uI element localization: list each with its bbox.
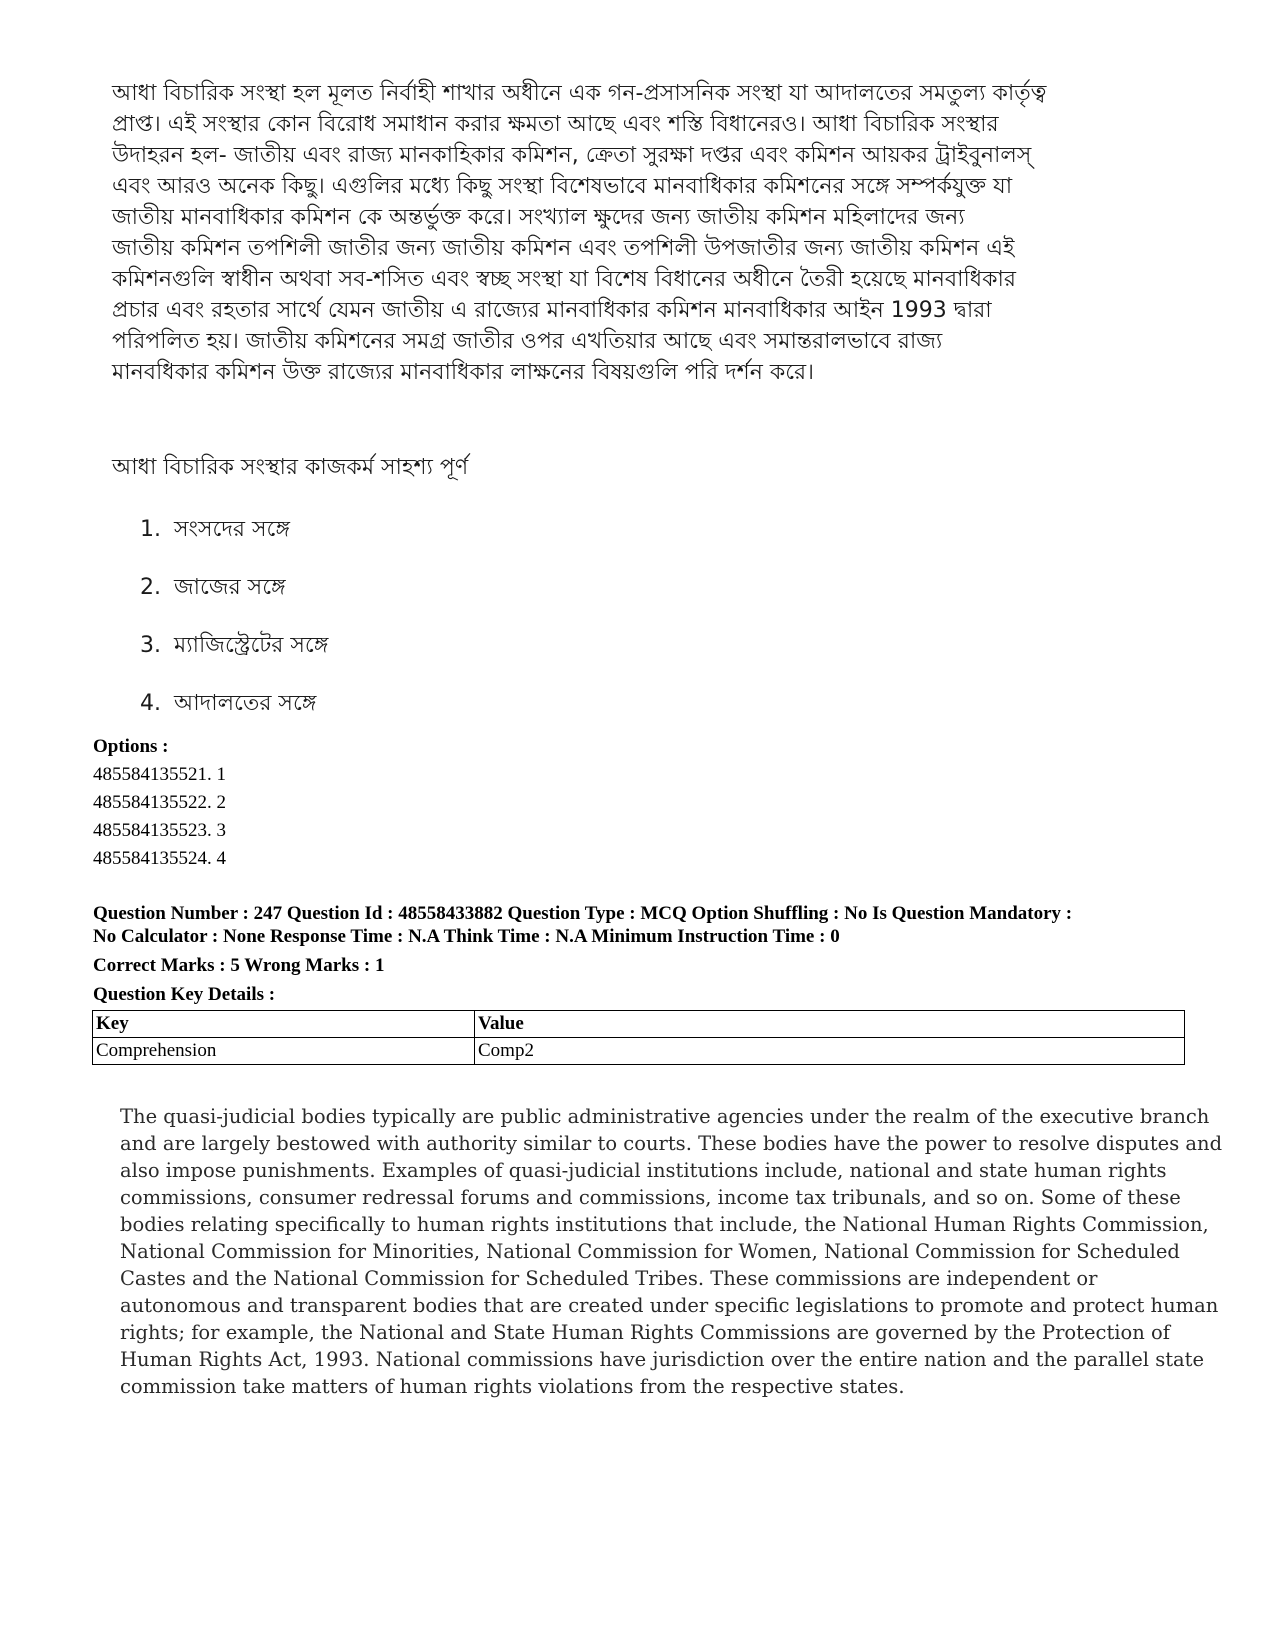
passage-line: এবং আরও অনেক কিছু। এগুলির মধ্যে কিছু সংস্থা বিশেষভাবে মানবাধিকার কমিশনের সঙ্গে সম্পর্কযুক্ত যা	[112, 174, 1013, 199]
choice-text: ম্যাজিস্ট্রেটের সঙ্গে	[174, 633, 329, 658]
passage-line: প্রাপ্ত। এই সংস্থার কোন বিরোধ সমাধান করার ক্ষমতা আছে এবং শস্তি বিধানেরও। আধা বিচারিক সংস্থার	[112, 112, 999, 137]
passage-line: commission take matters of human rights violations from the respective states.	[120, 1375, 905, 1398]
key-details-title: Question Key Details :	[93, 984, 276, 1005]
choice-text: জাজের সঙ্গে	[174, 575, 286, 600]
passage-line: কমিশনগুলি স্বাধীন অথবা সব-শসিত এবং স্বচ্ছ সংস্থা যা বিশেষ বিধানের অধীনে তৈরী হয়েছে মানবাধিকার	[112, 267, 1017, 292]
options-title: Options :	[93, 736, 169, 757]
passage-line: প্রচার এবং রহতার সার্থে যেমন জাতীয় এ রাজ্যের মানবাধিকার কমিশন মানবাধিকার আইন 1993 দ্বারা	[112, 298, 992, 323]
meta-line-2: No Calculator : None Response Time : N.A Think Time : N.A Minimum Instruction Time : 0	[93, 926, 840, 947]
choice-number: 2.	[140, 575, 161, 600]
table-cell: Comprehension	[93, 1038, 475, 1065]
choice-list	[140, 512, 328, 744]
question-text: আধা বিচারিক সংস্থার কাজকর্ম সাহশ্য পূর্ণ	[112, 455, 469, 480]
option-item: 485584135523. 3	[93, 820, 226, 841]
passage-line: পরিপলিত হয়। জাতীয় কমিশনের সমগ্র জাতীর ওপর এখতিয়ার আছে এবং সমান্তরালভাবে রাজ্য	[112, 329, 943, 354]
option-item: 485584135521. 1	[93, 764, 226, 785]
table-row	[93, 1038, 1185, 1065]
marks-line: Correct Marks : 5 Wrong Marks : 1	[93, 955, 385, 976]
choice-number: 1.	[140, 517, 161, 542]
choice-item	[140, 512, 328, 570]
passage-line: জাতীয় মানবাধিকার কমিশন কে অন্তর্ভুক্ত করে। সংখ্যাল ক্ষুদের জন্য জাতীয় কমিশন মহিলাদের জন্য	[112, 205, 965, 230]
passage-line: The quasi-judicial bodies typically are public administrative agencies under the realm of the executive branch	[120, 1105, 1210, 1128]
passage-line: autonomous and transparent bodies that are created under specific legislations to promote and protect human	[120, 1294, 1219, 1317]
passage-line: also impose punishments. Examples of quasi-judicial institutions include, national and state human rights	[120, 1159, 1167, 1182]
meta-line-1: Question Number : 247 Question Id : 48558433882 Question Type : MCQ Option Shuffling : No Is Question Mandatory :	[93, 903, 1073, 924]
passage-line: and are largely bestowed with authority similar to courts. These bodies have the power to resolve disputes and	[120, 1132, 1223, 1155]
options-block	[93, 733, 226, 873]
passage-line: উদাহরন হল- জাতীয় এবং রাজ্য মানকাহিকার কমিশন, ক্রেতা সুরক্ষা দপ্তর এবং কমিশন আয়কর ট্রাইবুনালস্	[112, 143, 1032, 168]
choice-item	[140, 628, 328, 686]
passage-line: আধা বিচারিক সংস্থা হল মূলত নির্বাহী শাখার অধীনে এক গন-প্রসাসনিক সংস্থা যা আদালতের সমতুল্য কার্তৃত্ব	[112, 81, 1047, 106]
passage-line: Castes and the National Commission for Scheduled Tribes. These commissions are independent or	[120, 1267, 1098, 1290]
key-details-table	[92, 1010, 1185, 1065]
question-meta	[93, 902, 1183, 1006]
passage-line: National Commission for Minorities, National Commission for Women, National Commission for Scheduled	[120, 1240, 1180, 1263]
table-header-cell: Key	[93, 1011, 475, 1038]
choice-item	[140, 570, 328, 628]
table-header-row	[93, 1011, 1185, 1038]
choice-number: 4.	[140, 691, 161, 716]
passage-line: জাতীয় কমিশন তপশিলী জাতীর জন্য জাতীয় কমিশন এবং তপশিলী উপজাতীর জন্য জাতীয় কমিশন এই	[112, 236, 1015, 261]
passage-line: Human Rights Act, 1993. National commissions have jurisdiction over the entire nation and the parallel state	[120, 1348, 1205, 1371]
table-cell: Comp2	[475, 1038, 1185, 1065]
passage-line: commissions, consumer redressal forums and commissions, income tax tribunals, and so on. Some of these	[120, 1186, 1181, 1209]
choice-number: 3.	[140, 633, 161, 658]
option-item: 485584135522. 2	[93, 792, 226, 813]
passage-line: মানবধিকার কমিশন উক্ত রাজ্যের মানবাধিকার লাক্ষনের বিষয়গুলি পরি দর্শন করে।	[112, 360, 815, 385]
english-passage	[120, 1103, 1223, 1400]
table-header-cell: Value	[475, 1011, 1185, 1038]
bengali-passage	[112, 78, 1162, 388]
choice-text: আদালতের সঙ্গে	[174, 691, 317, 716]
choice-text: সংসদের সঙ্গে	[174, 517, 290, 542]
option-item: 485584135524. 4	[93, 848, 226, 869]
passage-line: bodies relating specifically to human rights institutions that include, the National Human Rights Commission,	[120, 1213, 1209, 1236]
passage-line: rights; for example, the National and State Human Rights Commissions are governed by the Protection of	[120, 1321, 1170, 1344]
